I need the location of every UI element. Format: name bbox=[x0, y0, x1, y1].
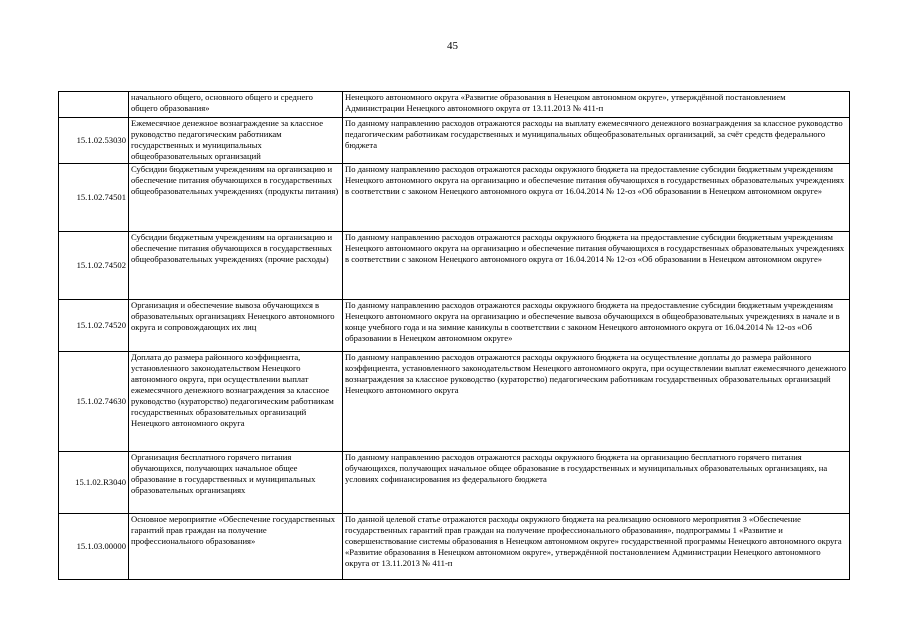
budget-classification-table bbox=[58, 91, 850, 580]
row-code: 15.1.02.R3040 bbox=[59, 452, 129, 514]
row-code bbox=[59, 92, 129, 118]
row-name: Организация и обеспечение вывоза обучающихся в образовательных организациях Ненецкого автономного округа и сопровождающих их лиц bbox=[129, 300, 343, 352]
row-code: 15.1.02.74630 bbox=[59, 352, 129, 452]
row-name: Основное мероприятие «Обеспечение государственных гарантий прав граждан на получение профессионального образования» bbox=[129, 514, 343, 580]
row-description: По данному направлению расходов отражаются расходы окружного бюджета на организацию бесплатного горячего питания обучающихся, получающих начальное общее образование в государственных и муниципальных образовательных организациях, на условиях софинансирования из федерального бюджета bbox=[343, 452, 850, 514]
table-row bbox=[59, 352, 850, 452]
row-code: 15.1.02.74502 bbox=[59, 232, 129, 300]
row-code: 15.1.03.00000 bbox=[59, 514, 129, 580]
row-description: По данному направлению расходов отражаются расходы окружного бюджета на предоставление субсидии бюджетным учреждениям Ненецкого автономного округа на организацию и обеспечение питания обучающихся в государственных образовательных учреждениях в соответствии с законом Ненецкого автономного округа от 16.04.2014 № 12-оз «Об образовании в Ненецком автономном округе» bbox=[343, 232, 850, 300]
row-description: Ненецкого автономного округа «Развитие образования в Ненецком автономном округе», утверждённой постановлением Администрации Ненецкого автономного округа от 13.11.2013 № 411-п bbox=[343, 92, 850, 118]
row-name: Доплата до размера районного коэффициента, установленного законодательством Ненецкого автономного округа, при осуществлении выплат ежемесячного денежного вознаграждения за классное руководство (кураторство) педагогическим работникам государственных образовательных организаций Ненецкого автономного округа bbox=[129, 352, 343, 452]
table-row bbox=[59, 164, 850, 232]
row-name: Ежемесячное денежное вознаграждение за классное руководство педагогическим работникам государственных и муниципальных общеобразовательных организаций bbox=[129, 118, 343, 164]
row-name: начального общего, основного общего и среднего общего образования» bbox=[129, 92, 343, 118]
table-row bbox=[59, 452, 850, 514]
row-description: По данному направлению расходов отражаются расходы на выплату ежемесячного денежного вознаграждения за классное руководство педагогическим работникам государственных и муниципальных общеобразовательных организаций, за счёт средств федерального бюджета bbox=[343, 118, 850, 164]
table-row bbox=[59, 92, 850, 118]
row-description: По данной целевой статье отражаются расходы окружного бюджета на реализацию основного мероприятия 3 «Обеспечение государственных гарантий прав граждан на получение профессионального образования», подпрограммы 1 «Развитие и совершенствование системы образования в Ненецком автономном округе» государственной программы Ненецкого автономного округа «Развитие образования в Ненецком автономном округе», утверждённой постановлением Администрации Ненецкого автономного округа от 13.11.2013 № 411-п bbox=[343, 514, 850, 580]
row-description: По данному направлению расходов отражаются расходы окружного бюджета на осуществление доплаты до размера районного коэффициента, установленного законодательством Ненецкого автономного округа, при осуществлении выплат ежемесячного денежного вознаграждения за классное руководство (кураторство) педагогическим работникам государственных образовательных организаций Ненецкого автономного округа bbox=[343, 352, 850, 452]
row-name: Субсидии бюджетным учреждениям на организацию и обеспечение питания обучающихся в государственных общеобразовательных учреждениях (продукты питания) bbox=[129, 164, 343, 232]
page-number: 45 bbox=[447, 40, 458, 52]
table-row bbox=[59, 118, 850, 164]
row-code: 15.1.02.74501 bbox=[59, 164, 129, 232]
row-code: 15.1.02.74520 bbox=[59, 300, 129, 352]
table-row bbox=[59, 514, 850, 580]
row-code: 15.1.02.53030 bbox=[59, 118, 129, 164]
table-row bbox=[59, 232, 850, 300]
row-description: По данному направлению расходов отражаются расходы окружного бюджета на предоставление субсидии бюджетным учреждениям Ненецкого автономного округа на организацию и обеспечение вывоза обучающихся в общеобразовательных учреждениях в начале и в конце учебного года и на зимние каникулы в соответствии с законом Ненецкого автономного округа от 16.04.2014 № 12-оз «Об образовании в Ненецком автономном округе» bbox=[343, 300, 850, 352]
row-name: Организация бесплатного горячего питания обучающихся, получающих начальное общее образование в государственных и муниципальных образовательных организациях bbox=[129, 452, 343, 514]
row-name: Субсидии бюджетным учреждениям на организацию и обеспечение питания обучающихся в государственных общеобразовательных учреждениях (прочие расходы) bbox=[129, 232, 343, 300]
row-description: По данному направлению расходов отражаются расходы окружного бюджета на предоставление субсидии бюджетным учреждениям Ненецкого автономного округа на организацию и обеспечение питания обучающихся в государственных образовательных учреждениях в соответствии с законом Ненецкого автономного округа от 16.04.2014 № 12-оз «Об образовании в Ненецком автономном округе» bbox=[343, 164, 850, 232]
table-row bbox=[59, 300, 850, 352]
